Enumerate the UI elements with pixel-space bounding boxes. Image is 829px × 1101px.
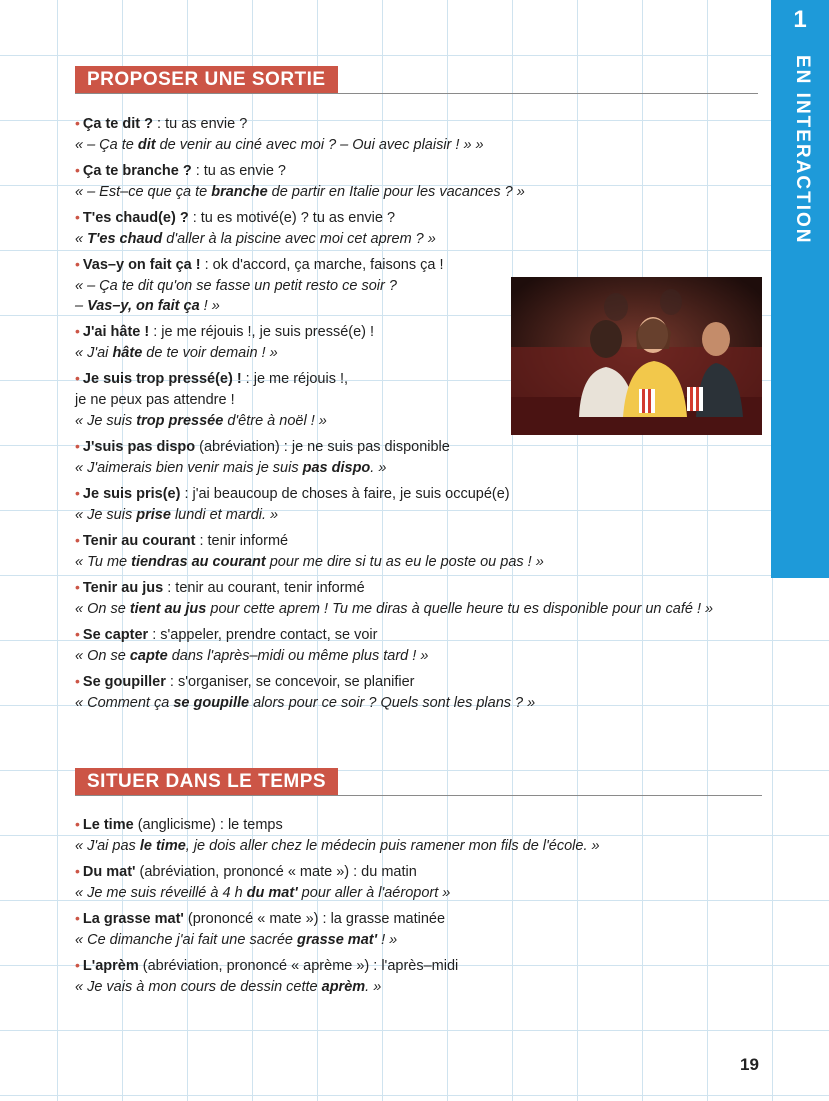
expression-entry: [75, 671, 765, 713]
example-text: «: [75, 231, 88, 247]
example-text: « J'ai: [75, 345, 113, 361]
expression-definition: (anglicisme) : le temps: [133, 817, 283, 833]
example-highlight: hâte: [112, 345, 143, 361]
example-highlight: aprèm: [321, 979, 366, 995]
example-highlight: du mat': [246, 885, 298, 901]
expression-term: Je suis trop pressé(e) !: [82, 371, 242, 387]
example-text: de te voir demain ! »: [142, 345, 278, 361]
expression-term: Je suis pris(e): [82, 486, 181, 502]
example-text: « J'ai pas: [75, 838, 140, 854]
expression-term: Tenir au jus: [82, 580, 164, 596]
definition-line: [75, 160, 765, 182]
example-highlight: branche: [211, 184, 268, 200]
example-text: . »: [365, 979, 382, 995]
definition-line: [75, 483, 765, 505]
expression-entry: [75, 624, 765, 666]
example-highlight: dit: [137, 137, 156, 153]
expression-entry: [75, 160, 765, 202]
expression-entry: [75, 530, 765, 572]
example-text: « Comment ça: [75, 695, 174, 711]
example-highlight: prise: [136, 507, 171, 523]
expression-entry: [75, 483, 765, 525]
example-text: « – Ça te: [75, 137, 138, 153]
example-sentence: [75, 930, 765, 950]
example-sentence: [75, 646, 765, 666]
example-text: ! »: [199, 298, 220, 314]
example-sentence: [75, 505, 765, 525]
expression-term: Le time: [82, 817, 134, 833]
expression-term: L'aprèm: [82, 958, 139, 974]
bullet-icon: •: [75, 115, 80, 131]
example-text: « – Ça te dit qu'on se fasse un petit resto ce soir ?: [75, 278, 397, 294]
definition-line: [75, 814, 765, 836]
chapter-number: 1: [793, 6, 807, 33]
expression-term: Du mat': [82, 864, 136, 880]
section-rule: [75, 795, 762, 796]
expression-term: Vas–y on fait ça !: [82, 257, 201, 273]
example-text: pour me dire si tu as eu le poste ou pas ! »: [265, 554, 544, 570]
example-text: « J'aimerais bien venir mais je suis: [75, 460, 303, 476]
expression-definition: : s'organiser, se concevoir, se planifier: [165, 674, 415, 690]
example-text: d'être à noël ! »: [223, 413, 327, 429]
page-number: 19: [740, 1055, 759, 1074]
example-sentence: [75, 458, 765, 478]
definition-line: [75, 624, 765, 646]
definition-line: [75, 530, 765, 552]
bullet-icon: •: [75, 370, 80, 386]
expression-definition: : je me réjouis !, je suis pressé(e) !: [149, 324, 375, 340]
expression-entry: [75, 207, 765, 249]
example-highlight: pas dispo: [302, 460, 371, 476]
bullet-icon: •: [75, 910, 80, 926]
expression-definition: (abréviation, prononcé « mate ») : du matin: [135, 864, 417, 880]
example-highlight: Vas–y, on fait ça: [87, 298, 200, 314]
section-title: PROPOSER UNE SORTIE: [75, 66, 338, 94]
example-text: alors pour ce soir ? Quels sont les plans ? »: [249, 695, 536, 711]
expression-term: La grasse mat': [82, 911, 184, 927]
expression-definition: : tenir au courant, tenir informé: [163, 580, 365, 596]
example-text: « Je vais à mon cours de dessin cette: [75, 979, 322, 995]
example-sentence: [75, 693, 765, 713]
definition-line: [75, 908, 765, 930]
example-text: d'aller à la piscine avec moi cet aprem ? »: [162, 231, 436, 247]
definition-line: [75, 577, 765, 599]
example-text: pour cette aprem ! Tu me diras à quelle heure tu es disponible pour un café ! »: [206, 601, 714, 617]
example-text: dans l'après–midi ou même plus tard ! »: [167, 648, 429, 664]
expression-term: J'ai hâte !: [82, 324, 150, 340]
expression-definition: : tu as envie ?: [153, 116, 248, 132]
expression-entry: [75, 955, 765, 997]
example-highlight: le time: [139, 838, 186, 854]
expression-definition: : tu as envie ?: [191, 163, 286, 179]
section-entries-temps: [75, 814, 765, 1002]
bullet-icon: •: [75, 209, 80, 225]
expression-definition: : tenir informé: [195, 533, 289, 549]
bullet-icon: •: [75, 579, 80, 595]
definition-line: [75, 436, 765, 458]
example-sentence: [75, 552, 765, 572]
example-text: « Je suis: [75, 507, 137, 523]
example-sentence: [75, 182, 765, 202]
example-text: . »: [370, 460, 387, 476]
example-text: ! »: [377, 932, 398, 948]
bullet-icon: •: [75, 323, 80, 339]
example-highlight: capte: [129, 648, 168, 664]
definition-line: [75, 113, 765, 135]
example-text: « Ce dimanche j'ai fait une sacrée: [75, 932, 298, 948]
expression-entry: [75, 814, 765, 856]
section-header-temps: [75, 768, 338, 796]
example-text: lundi et mardi. »: [170, 507, 279, 523]
example-sentence: [75, 599, 765, 619]
expression-term: Se capter: [82, 627, 149, 643]
example-sentence: [75, 135, 765, 155]
chapter-tab: [771, 0, 829, 578]
definition-line: [75, 671, 765, 693]
example-text: , je dois aller chez le médecin puis ramener mon fils de l'école. »: [185, 838, 600, 854]
expression-definition: (abréviation) : je ne suis pas disponible: [195, 439, 450, 455]
bullet-icon: •: [75, 438, 80, 454]
bullet-icon: •: [75, 626, 80, 642]
example-highlight: T'es chaud: [87, 231, 163, 247]
example-sentence: [75, 883, 765, 903]
bullet-icon: •: [75, 957, 80, 973]
expression-definition: : je me réjouis !,: [241, 371, 349, 387]
expression-entry: [75, 436, 765, 478]
example-text: « Je suis: [75, 413, 137, 429]
expression-definition: : tu es motivé(e) ? tu as envie ?: [188, 210, 396, 226]
expression-definition: (abréviation, prononcé « aprème ») : l'après–midi: [138, 958, 459, 974]
example-text: de venir au ciné avec moi ? – Oui avec plaisir ! » »: [155, 137, 484, 153]
example-text: « On se: [75, 648, 130, 664]
example-text: –: [75, 298, 88, 314]
expression-entry: [75, 861, 765, 903]
definition-line: [75, 861, 765, 883]
example-sentence: [75, 836, 765, 856]
definition-line: [75, 955, 765, 977]
expression-entry: [75, 908, 765, 950]
expression-term: Tenir au courant: [82, 533, 196, 549]
bullet-icon: •: [75, 485, 80, 501]
expression-definition: : j'ai beaucoup de choses à faire, je suis occupé(e): [180, 486, 510, 502]
bullet-icon: •: [75, 256, 80, 272]
definition-continuation: je ne peux pas attendre !: [75, 392, 235, 408]
cinema-photo: [511, 277, 762, 435]
expression-term: J'suis pas dispo: [82, 439, 196, 455]
chapter-label: EN INTERACTION: [792, 55, 813, 245]
cinema-audience-illustration: [511, 277, 762, 435]
expression-term: Ça te branche ?: [82, 163, 192, 179]
bullet-icon: •: [75, 863, 80, 879]
bullet-icon: •: [75, 532, 80, 548]
expression-term: Ça te dit ?: [82, 116, 153, 132]
definition-line: [75, 207, 765, 229]
expression-definition: : ok d'accord, ça marche, faisons ça !: [200, 257, 444, 273]
example-highlight: se goupille: [173, 695, 250, 711]
expression-definition: (prononcé « mate ») : la grasse matinée: [183, 911, 446, 927]
bullet-icon: •: [75, 673, 80, 689]
bullet-icon: •: [75, 816, 80, 832]
example-text: « On se: [75, 601, 130, 617]
definition-line: [75, 254, 765, 276]
expression-entry: [75, 113, 765, 155]
expression-definition: : s'appeler, prendre contact, se voir: [148, 627, 378, 643]
example-sentence: [75, 977, 765, 997]
expression-term: Se goupiller: [82, 674, 166, 690]
example-highlight: trop pressée: [136, 413, 224, 429]
example-sentence: [75, 229, 765, 249]
section-header-sortie: [75, 66, 338, 94]
expression-term: T'es chaud(e) ?: [82, 210, 189, 226]
section-title: SITUER DANS LE TEMPS: [75, 768, 338, 796]
expression-entry: [75, 577, 765, 619]
example-text: « Je me suis réveillé à 4 h: [75, 885, 247, 901]
example-highlight: tiendras au courant: [131, 554, 266, 570]
bullet-icon: •: [75, 162, 80, 178]
example-text: pour aller à l'aéroport »: [297, 885, 451, 901]
section-rule: [75, 93, 758, 94]
example-highlight: grasse mat': [297, 932, 378, 948]
example-text: de partir en Italie pour les vacances ? »: [267, 184, 525, 200]
example-text: « Tu me: [75, 554, 132, 570]
example-text: « – Est–ce que ça te: [75, 184, 212, 200]
example-highlight: tient au jus: [129, 601, 207, 617]
